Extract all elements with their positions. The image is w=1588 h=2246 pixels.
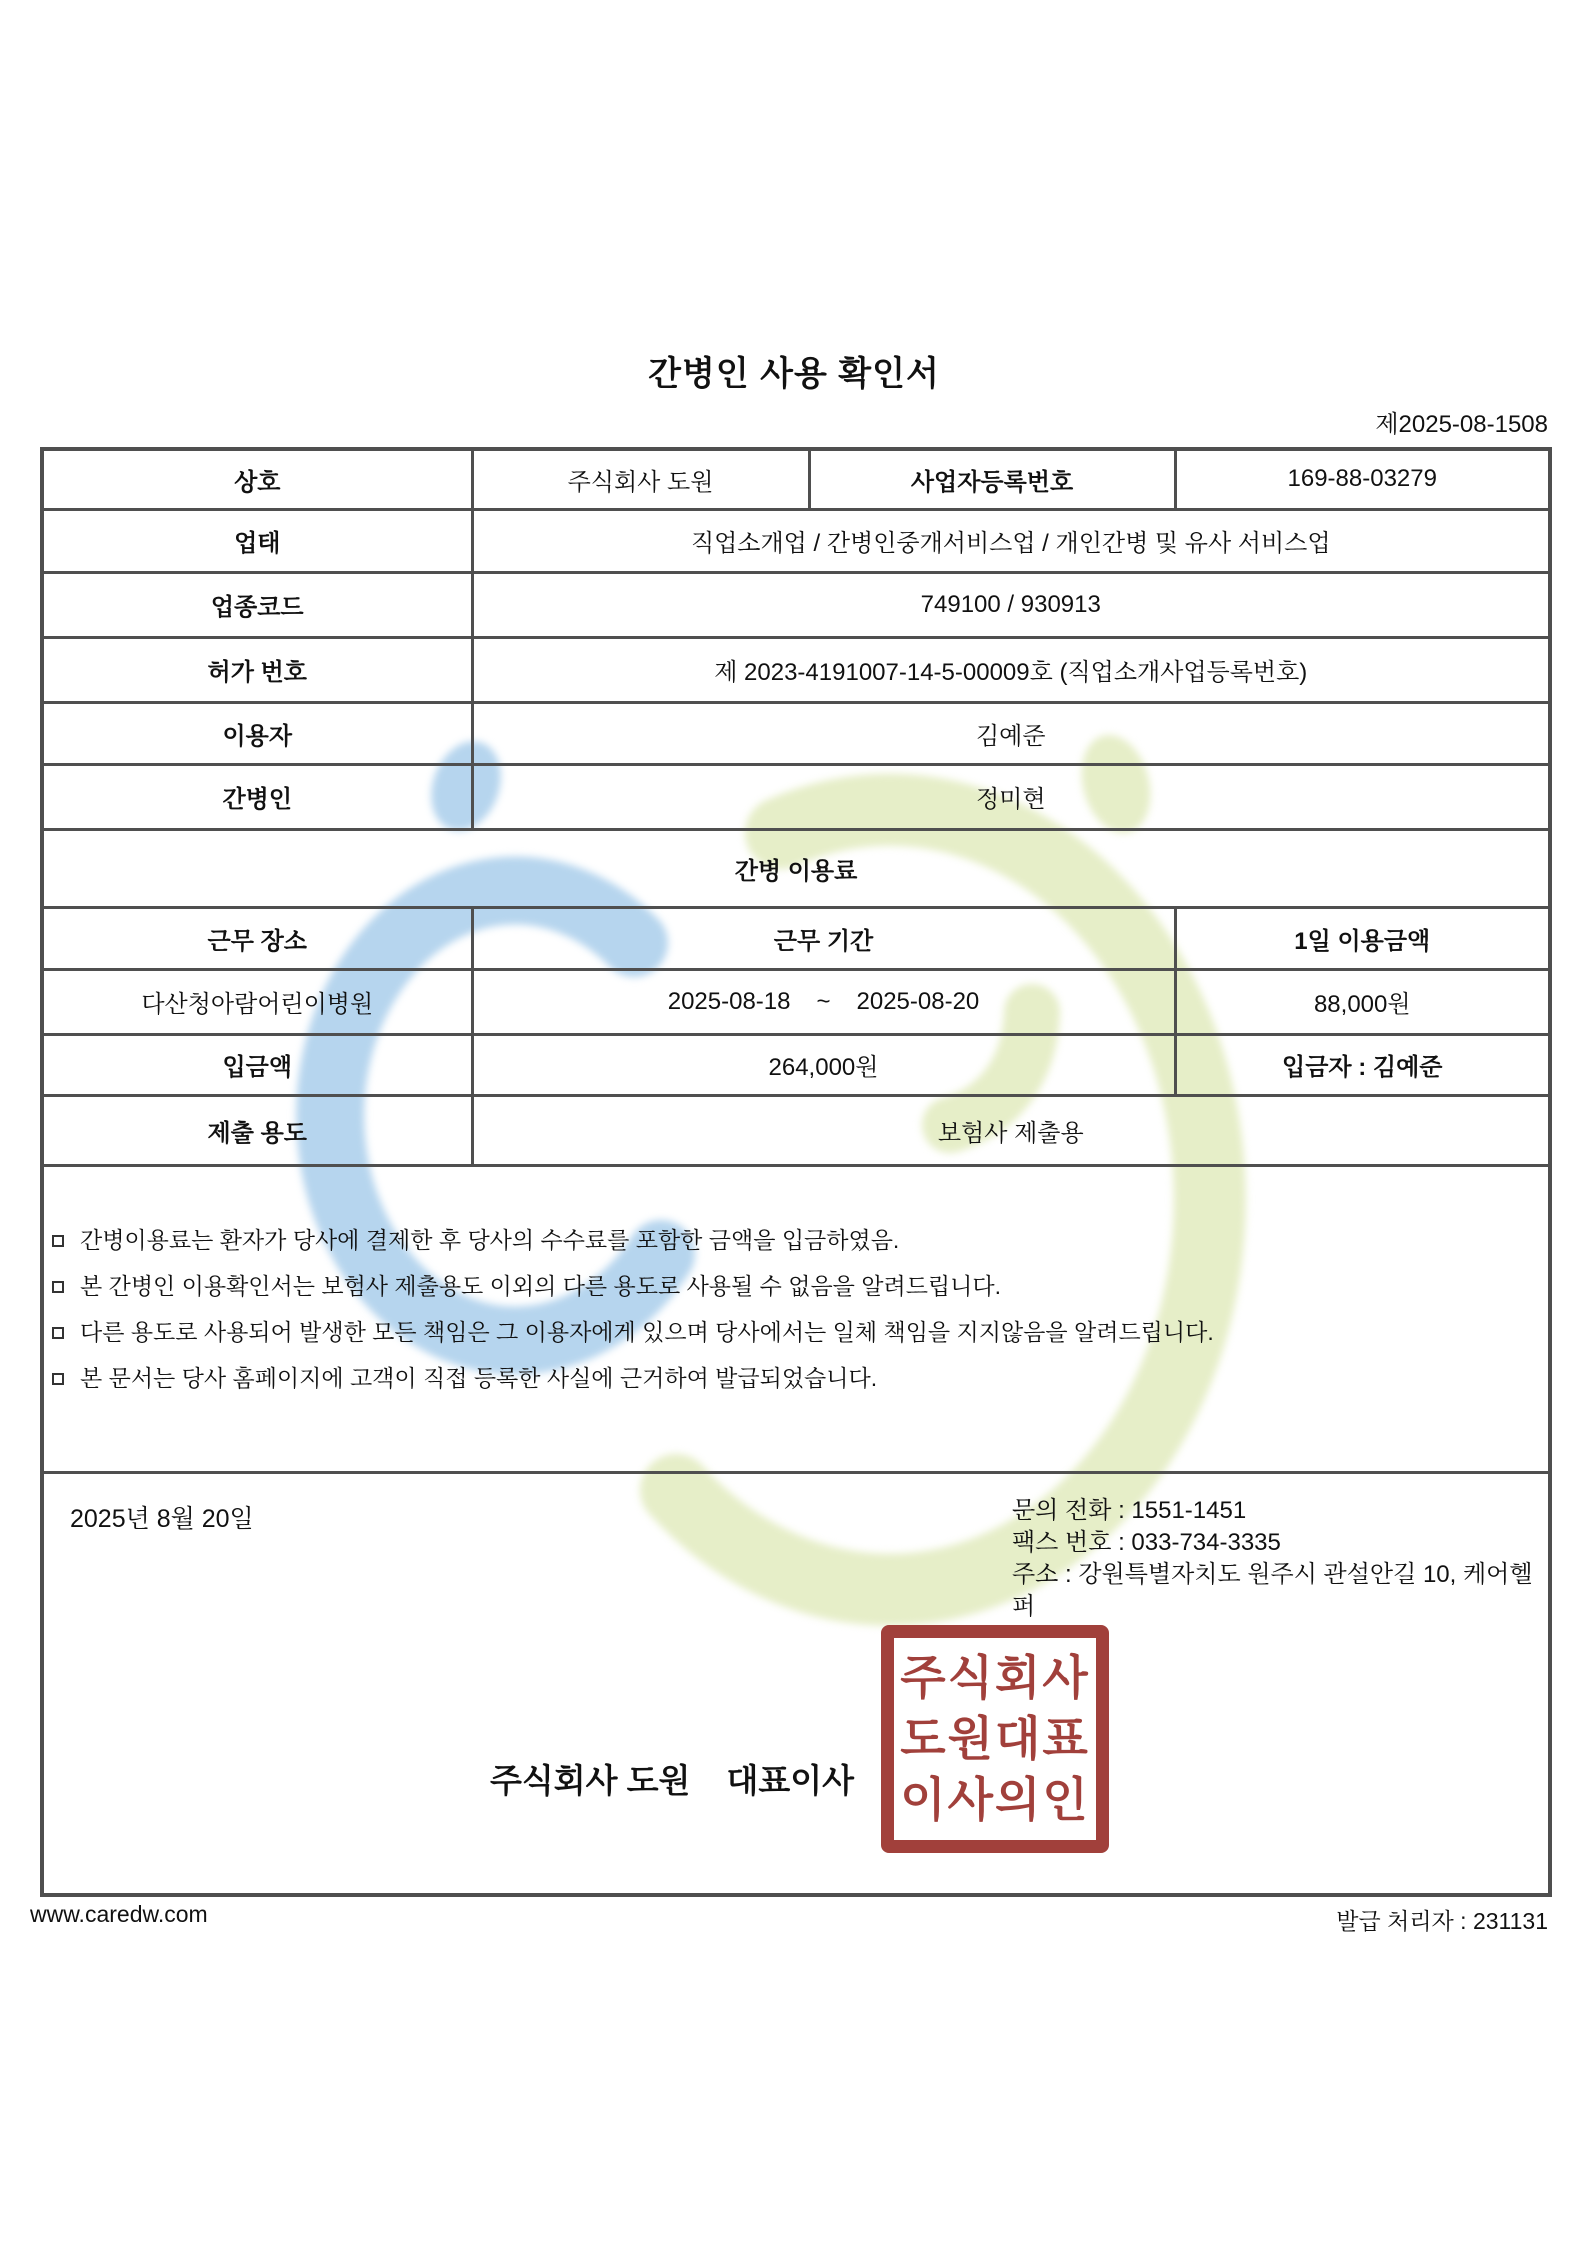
corporate-seal-stamp: [881, 1625, 1109, 1853]
table-row: [42, 1472, 1550, 1895]
note-line: [50, 1273, 1542, 1300]
deposit-label: 입금액: [42, 1034, 472, 1095]
period-start-date: 2025-08-18: [667, 987, 791, 1015]
note-text: 본 간병인 이용확인서는 보험사 제출용도 이외의 다른 용도로 사용될 수 없음을 알려드립니다.: [80, 1272, 1001, 1299]
contact-block: [1012, 1495, 1542, 1623]
table-row: [42, 829, 1550, 907]
user-value: 김예준: [472, 702, 1550, 764]
note-line: [50, 1227, 1542, 1254]
fee-section-title: 간병 이용료: [42, 829, 1550, 907]
closing-cell: [42, 1472, 1550, 1895]
license-number-value: 제 2023-4191007-14-5-00009호 (직업소개사업등록번호): [472, 637, 1550, 702]
table-row: [42, 907, 1550, 969]
business-type-label: 업태: [42, 509, 472, 572]
signature-line: [490, 1755, 854, 1802]
table-row: [42, 969, 1550, 1034]
purpose-label: 제출 용도: [42, 1095, 472, 1165]
website-url: www.caredw.com: [30, 1901, 208, 1927]
stamp-text-line: 이사의인: [900, 1773, 1090, 1827]
note-line: [50, 1365, 1542, 1392]
deposit-value: 264,000원: [472, 1034, 1175, 1095]
daily-fee-value: 88,000원: [1175, 969, 1550, 1034]
issue-date: 2025년 8월 20일: [70, 1504, 254, 1533]
table-row: [42, 764, 1550, 829]
caregiver-value: 정미현: [472, 764, 1550, 829]
industry-code-label: 업종코드: [42, 572, 472, 637]
business-reg-value: 169-88-03279: [1175, 449, 1550, 509]
purpose-value: 보험사 제출용: [472, 1095, 1550, 1165]
work-period-cell: [472, 969, 1175, 1034]
caregiver-label: 간병인: [42, 764, 472, 829]
daily-fee-header: 1일 이용금액: [1175, 907, 1550, 969]
table-row: [42, 702, 1550, 764]
workplace-value: 다산청아람어린이병원: [42, 969, 472, 1034]
table-row: [42, 449, 1550, 509]
business-type-value: 직업소개업 / 간병인중개서비스업 / 개인간병 및 유사 서비스업: [472, 509, 1550, 572]
table-row: [42, 1095, 1550, 1165]
notes-cell: [42, 1165, 1550, 1472]
signature-company: 주식회사 도원: [490, 1761, 691, 1799]
contact-fax: 팩스 번호 : 033-734-3335: [1012, 1528, 1281, 1556]
contact-address: 주소 : 강원특별자치도 원주시 관설안길 10, 케어헬퍼: [1012, 1560, 1533, 1620]
period-end-date: 2025-08-20: [856, 987, 980, 1015]
work-period-header: 근무 기간: [472, 907, 1175, 969]
square-bullet-icon: [52, 1281, 64, 1293]
document-table: [40, 447, 1552, 1897]
stamp-text-line: 도원대표: [900, 1712, 1090, 1766]
period-separator: ~: [816, 987, 831, 1015]
stamp-text-line: 주식회사: [900, 1651, 1090, 1705]
closing-area: [50, 1475, 1542, 1892]
user-label: 이용자: [42, 702, 472, 764]
workplace-header: 근무 장소: [42, 907, 472, 969]
note-text: 다른 용도로 사용되어 발생한 모든 책임은 그 이용자에게 있으며 당사에서는 일체 책임을 지지않음을 알려드립니다.: [80, 1318, 1214, 1345]
page-title: 간병인 사용 확인서: [648, 355, 940, 393]
square-bullet-icon: [52, 1235, 64, 1247]
square-bullet-icon: [52, 1373, 64, 1385]
table-row: [42, 1165, 1550, 1472]
note-line: [50, 1319, 1542, 1346]
business-name-label: 상호: [42, 449, 472, 509]
table-row: [42, 509, 1550, 572]
table-row: [42, 572, 1550, 637]
license-number-label: 허가 번호: [42, 637, 472, 702]
signature-title: 대표이사: [726, 1761, 854, 1799]
issuer-id: 발급 처리자 : 231131: [1336, 1908, 1548, 1934]
industry-code-value: 749100 / 930913: [472, 572, 1550, 637]
note-text: 간병이용료는 환자가 당사에 결제한 후 당사의 수수료를 포함한 금액을 입금하였음.: [80, 1226, 900, 1253]
contact-phone: 문의 전화 : 1551-1451: [1012, 1496, 1247, 1524]
table-row: [42, 1034, 1550, 1095]
business-reg-label: 사업자등록번호: [809, 449, 1175, 509]
document-number: 제2025-08-1508: [1375, 411, 1548, 438]
depositor-value: 입금자 : 김예준: [1175, 1034, 1550, 1095]
square-bullet-icon: [52, 1327, 64, 1339]
note-text: 본 문서는 당사 홈페이지에 고객이 직접 등록한 사실에 근거하여 발급되었습니다.: [80, 1364, 878, 1391]
business-name-value: 주식회사 도원: [472, 449, 809, 509]
table-row: [42, 637, 1550, 702]
